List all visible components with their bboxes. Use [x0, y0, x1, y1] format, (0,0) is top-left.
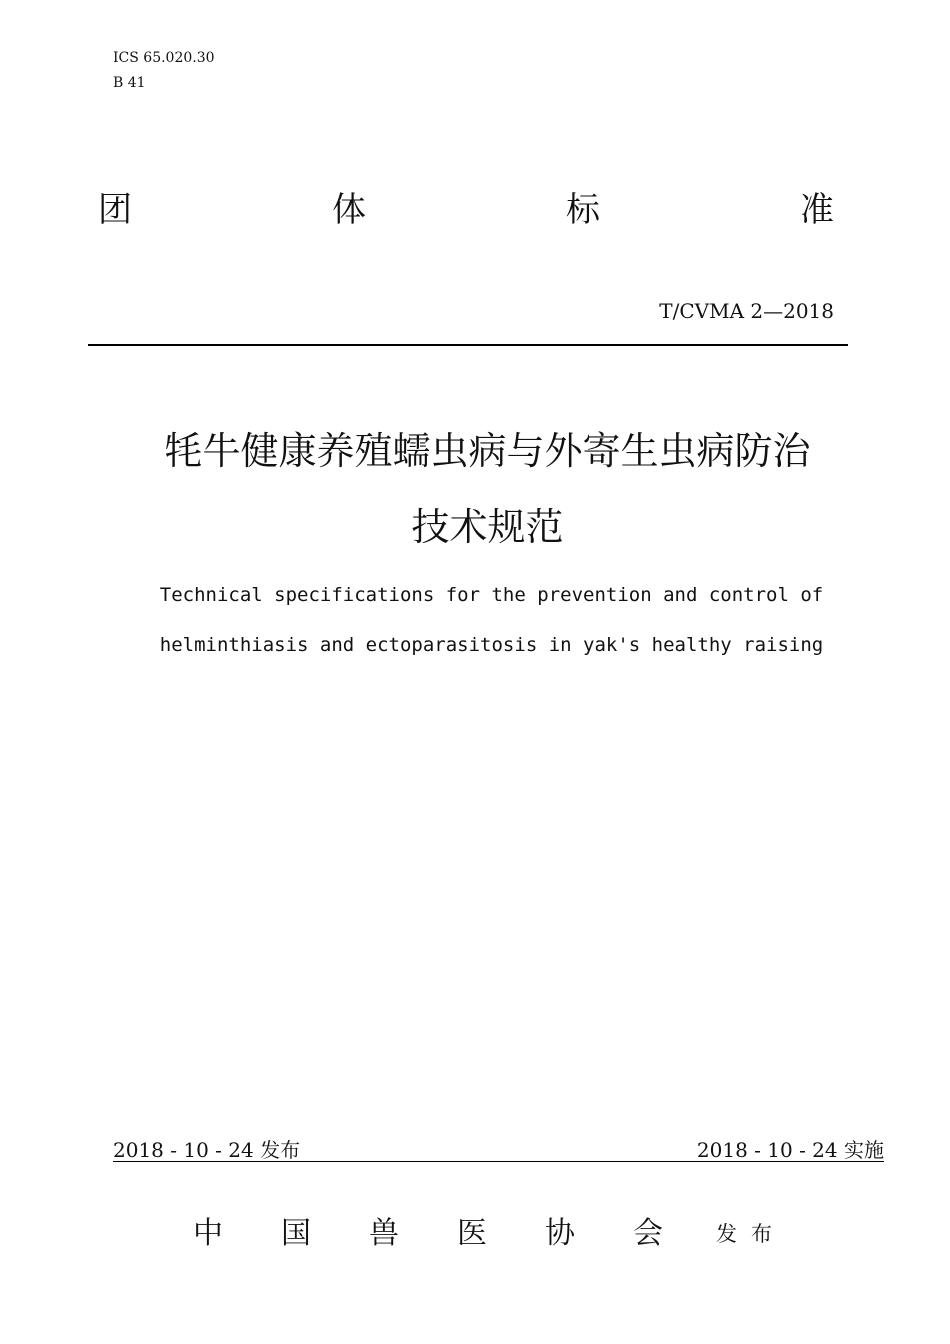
- issuer-char: 协: [545, 1216, 575, 1251]
- ics-code: ICS 65.020.30: [113, 50, 215, 66]
- issue-label: 发布: [716, 1222, 786, 1246]
- issuer-char: 会: [633, 1216, 663, 1251]
- standard-type-char: 准: [800, 190, 834, 230]
- ccs-code: B 41: [113, 75, 146, 91]
- issuing-organization: [193, 1214, 663, 1254]
- footer-divider: [113, 1161, 884, 1162]
- issuer-char: 兽: [369, 1216, 399, 1251]
- issuer-char: 国: [281, 1216, 311, 1251]
- standard-type-heading: [98, 190, 834, 230]
- title-chinese-line-1: 牦牛健康养殖蠕虫病与外寄生虫病防治: [164, 429, 811, 473]
- implementation-date: 2018 - 10 - 24 实施: [696, 1138, 884, 1162]
- publish-date: 2018 - 10 - 24 发布: [113, 1138, 301, 1162]
- title-english-line-1: Technical specifications for the prevention and control of: [159, 584, 824, 606]
- issuer-char: 中: [193, 1216, 223, 1251]
- header-divider: [88, 344, 848, 346]
- title-english-line-2: helminthiasis and ectoparasitosis in yak's healthy raising: [159, 634, 824, 656]
- standard-type-char: 体: [332, 190, 366, 230]
- standard-number: T/CVMA 2—2018: [659, 299, 834, 323]
- standard-type-char: 团: [98, 190, 132, 230]
- standard-type-char: 标: [566, 190, 600, 230]
- title-chinese-line-2: 技术规范: [411, 505, 564, 549]
- issuer-char: 医: [457, 1216, 487, 1251]
